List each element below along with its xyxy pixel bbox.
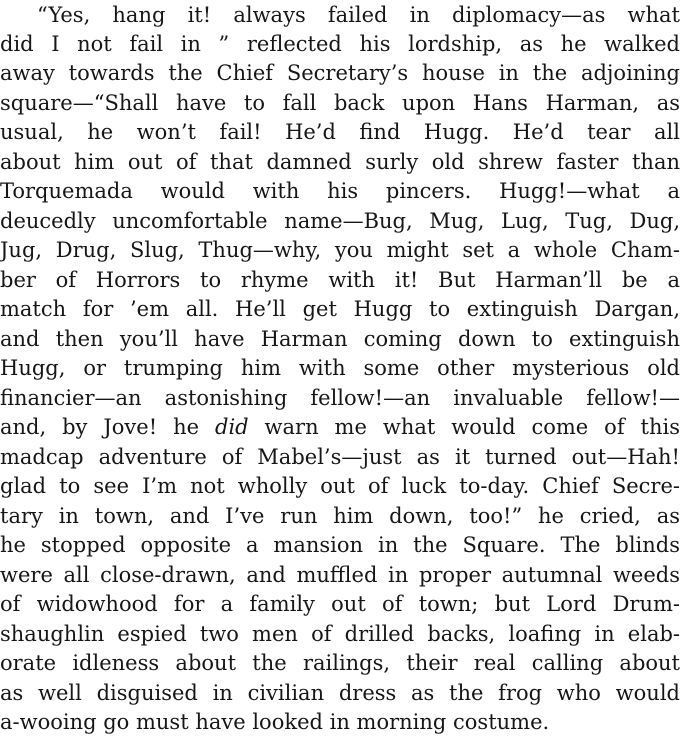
text-line: of widowhood for a family out of town; but Lord Drum- xyxy=(0,592,680,616)
text-line: deucedly uncomfortable name—Bug, Mug, Lug, Tug, Dug, xyxy=(0,209,680,233)
text-line: and then you’ll have Harman coming down to extinguish xyxy=(0,327,680,351)
text-line xyxy=(0,412,680,442)
text-line: usual, he won’t fail! He’d find Hugg. He’d tear all xyxy=(0,120,680,144)
text-line: glad to see I’m not wholly out of luck to-day. Chief Secre- xyxy=(0,474,680,498)
text-line: match for ’em all. He’ll get Hugg to extinguish Dargan, xyxy=(0,297,680,321)
emphasized-word: did xyxy=(215,415,249,439)
text-line: tary in town, and I’ve run him down, too!” he cried, as xyxy=(0,504,680,528)
text-line: square—“Shall have to fall back upon Hans Harman, as xyxy=(0,91,680,115)
text-line: he stopped opposite a mansion in the Square. The blinds xyxy=(0,533,680,557)
text-line: did I not fail in ” reflected his lordship, as he walked xyxy=(0,32,680,56)
line-segment: warn me what would come of this xyxy=(248,415,680,439)
text-line: Torquemada would with his pincers. Hugg!—what a xyxy=(0,179,680,203)
text-line: a-wooing go must have looked in morning costume. xyxy=(0,710,550,734)
text-line: Jug, Drug, Slug, Thug—why, you might set a whole Cham- xyxy=(0,238,680,262)
text-line: as well disguised in civilian dress as the frog who would xyxy=(0,681,680,705)
text-line: about him out of that damned surly old shrew faster than xyxy=(0,150,680,174)
text-line: orate idleness about the railings, their real calling about xyxy=(0,651,680,675)
text-line: financier—an astonishing fellow!—an invaluable fellow!— xyxy=(0,386,680,410)
text-line: away towards the Chief Secretary’s house in the adjoining xyxy=(0,61,680,85)
text-line: ber of Horrors to rhyme with it! But Harman’ll be a xyxy=(0,268,680,292)
text-line: madcap adventure of Mabel’s—just as it turned out—Hah! xyxy=(0,445,680,469)
line-segment: and, by Jove! he xyxy=(0,415,215,439)
text-line: “Yes, hang it! always failed in diplomacy—as what xyxy=(37,3,680,27)
text-line: shaughlin espied two men of drilled backs, loafing in elab- xyxy=(0,622,680,646)
text-line: were all close-drawn, and muffled in proper autumnal weeds xyxy=(0,563,680,587)
text-line: Hugg, or trumping him with some other mysterious old xyxy=(0,356,680,380)
